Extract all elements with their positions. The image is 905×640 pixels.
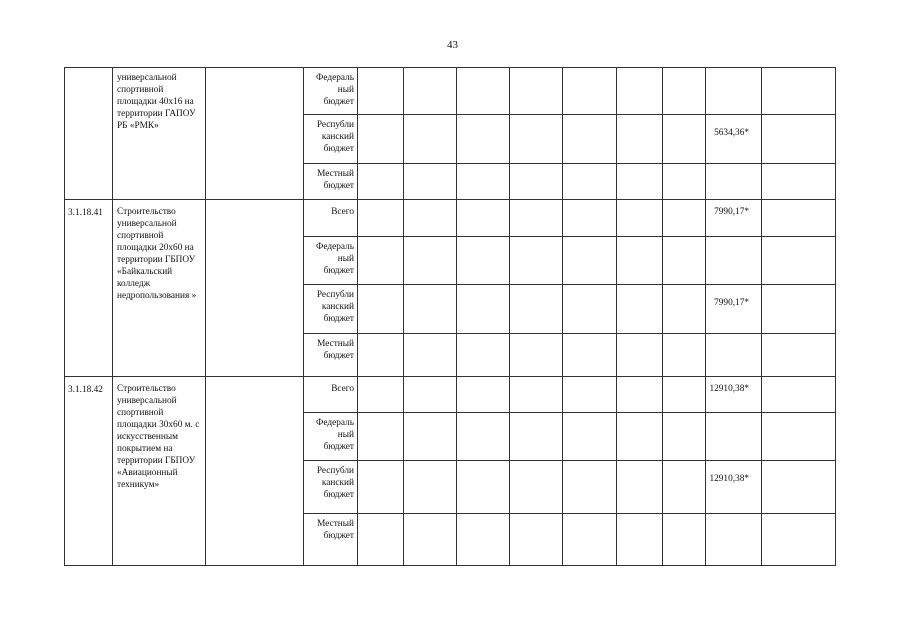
empty-cell (206, 200, 304, 377)
row-name: Строительство универсальной спортивной площадки 30x60 м. с искусственным покрытием на территории ГБПОУ «Авиационный техникум» (113, 377, 206, 566)
funding-value: 7990,17* (706, 200, 762, 237)
funding-source: Федераль ный бюджет (304, 68, 358, 115)
funding-source: Федераль ный бюджет (304, 237, 358, 285)
empty-cell (206, 68, 304, 200)
funding-source: Республи канский бюджет (304, 115, 358, 164)
funding-value: 5634,36* (706, 115, 762, 164)
row-code: 3.1.18.41 (65, 200, 113, 377)
table-row (65, 377, 836, 413)
funding-value (706, 334, 762, 377)
page-number: 43 (447, 39, 458, 51)
funding-source: Всего (304, 200, 358, 237)
row-code (65, 68, 113, 200)
row-name: Строительство универсальной спортивной площадки 20x60 на территории ГБПОУ «Байкальский колледж недропользования » (113, 200, 206, 377)
funding-value (706, 413, 762, 461)
empty-cell (206, 377, 304, 566)
funding-source: Республи канский бюджет (304, 461, 358, 514)
table-row (65, 68, 836, 115)
funding-source: Местный бюджет (304, 514, 358, 566)
funding-source: Федераль ный бюджет (304, 413, 358, 461)
funding-source: Всего (304, 377, 358, 413)
funding-value (706, 68, 762, 115)
budget-table (64, 67, 836, 566)
row-name: универсальной спортивной площадки 40x16 на территории ГАПОУ РБ «РМК» (113, 68, 206, 200)
funding-value (706, 164, 762, 200)
funding-source: Местный бюджет (304, 334, 358, 377)
funding-source: Местный бюджет (304, 164, 358, 200)
table-row (65, 200, 836, 237)
funding-value: 12910,38* (706, 377, 762, 413)
row-code: 3.1.18.42 (65, 377, 113, 566)
funding-value: 12910,38* (706, 461, 762, 514)
funding-value (706, 514, 762, 566)
funding-value: 7990,17* (706, 285, 762, 334)
funding-source: Республи канский бюджет (304, 285, 358, 334)
funding-value (706, 237, 762, 285)
